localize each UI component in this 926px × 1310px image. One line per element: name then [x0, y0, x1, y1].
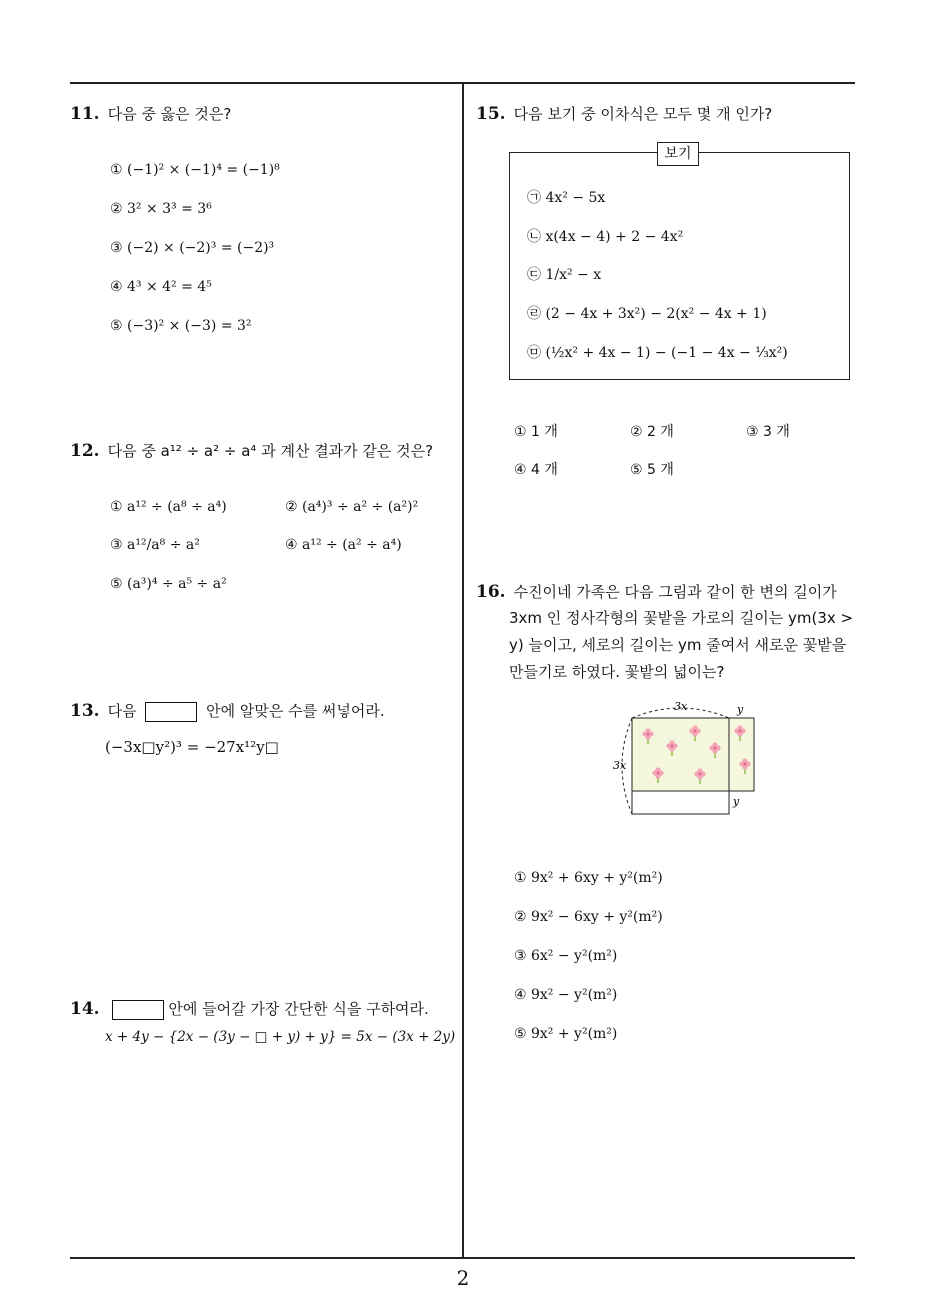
label-bottom-right: y	[733, 795, 740, 808]
q12-option-1[interactable]: ① a¹² ÷ (a⁸ ÷ a⁴)	[110, 499, 227, 515]
q14-equation: x + 4y − {2x − (3y − □ + y) + y} = 5x − (3x + 2y)	[105, 1029, 456, 1045]
question-line-4: 만들기로 하였다. 꽃밭의 넓이는?	[509, 663, 725, 681]
q15-option-1[interactable]: ① 1 개	[514, 424, 558, 440]
removed-strip	[632, 791, 729, 814]
column-divider	[462, 82, 464, 1258]
q16-option-4[interactable]: ④ 9x² − y²(m²)	[514, 987, 618, 1003]
question-number: 15.	[476, 104, 506, 124]
q16-option-5[interactable]: ⑤ 9x² + y²(m²)	[514, 1026, 618, 1042]
bogi-item-3: ㉢ 1/x² − x	[527, 267, 602, 283]
bottom-rule	[70, 1257, 855, 1259]
question-16	[476, 581, 861, 603]
q16-option-1[interactable]: ① 9x² + 6xy + y²(m²)	[514, 870, 663, 886]
question-13	[70, 700, 385, 722]
question-14	[70, 998, 429, 1020]
q12-option-4[interactable]: ④ a¹² ÷ (a² ÷ a⁴)	[285, 537, 402, 553]
q16-option-3[interactable]: ③ 6x² − y²(m²)	[514, 948, 618, 964]
bogi-item-4: ㉣ (2 − 4x + 3x²) − 2(x² − 4x + 1)	[527, 306, 767, 322]
question-number: 16.	[476, 582, 506, 602]
q12-option-2[interactable]: ② (a⁴)³ ÷ a² ÷ (a²)²	[285, 499, 419, 515]
question-line-3: y) 늘이고, 세로의 길이는 ym 줄여서 새로운 꽃밭을	[509, 636, 847, 654]
q16-option-2[interactable]: ② 9x² − 6xy + y²(m²)	[514, 909, 663, 925]
question-15	[476, 103, 772, 125]
q11-option-2[interactable]: ② 3² × 3³ = 3⁶	[110, 201, 212, 217]
q11-option-1[interactable]: ① (−1)² × (−1)⁴ = (−1)⁸	[110, 162, 280, 178]
q15-option-4[interactable]: ④ 4 개	[514, 462, 558, 478]
label-top: 3x	[674, 700, 688, 713]
q15-option-2[interactable]: ② 2 개	[630, 424, 674, 440]
question-11	[70, 103, 231, 125]
question-number: 11.	[70, 104, 100, 124]
equation-left: (−3x□y²)³	[105, 738, 182, 756]
q12-option-5[interactable]: ⑤ (a³)⁴ ÷ a⁵ ÷ a²	[110, 576, 227, 592]
question-text: 다음 중 옳은 것은?	[107, 105, 232, 123]
label-left: 3x	[613, 759, 627, 772]
q13-equation	[105, 738, 279, 756]
garden-figure	[600, 698, 770, 823]
equation-right: = −27x¹²y□	[186, 738, 279, 756]
q11-option-4[interactable]: ④ 4³ × 4² = 4⁵	[110, 279, 212, 295]
answer-box[interactable]	[145, 702, 197, 722]
label-top-right: y	[737, 703, 744, 716]
question-line-1: 수진이네 가족은 다음 그림과 같이 한 변의 길이가	[513, 583, 837, 601]
question-line-2: 3xm 인 정사각형의 꽃밭을 가로의 길이는 ym(3x >	[509, 609, 854, 627]
question-number: 14.	[70, 999, 100, 1019]
bogi-item-2: ㉡ x(4x − 4) + 2 − 4x²	[527, 229, 684, 245]
question-text-after: 안에 알맞은 수를 써넣어라.	[206, 702, 385, 720]
answer-box[interactable]	[112, 1000, 164, 1020]
question-text: 다음 중 a¹² ÷ a² ÷ a⁴ 과 계산 결과가 같은 것은?	[107, 442, 434, 460]
question-text: 다음 보기 중 이차식은 모두 몇 개 인가?	[513, 105, 773, 123]
question-text-before: 다음	[107, 702, 137, 720]
page-number: 2	[456, 1266, 470, 1290]
bogi-item-5: ㉤ (½x² + 4x − 1) − (−1 − 4x − ⅓x²)	[527, 345, 788, 361]
q12-option-3[interactable]: ③ a¹²/a⁸ ÷ a²	[110, 537, 200, 553]
question-number: 12.	[70, 441, 100, 461]
q15-option-3[interactable]: ③ 3 개	[746, 424, 790, 440]
q11-option-5[interactable]: ⑤ (−3)² × (−3) = 3²	[110, 318, 252, 334]
question-12	[70, 440, 433, 462]
question-number: 13.	[70, 701, 100, 721]
bogi-item-1: ㉠ 4x² − 5x	[527, 190, 606, 206]
q11-option-3[interactable]: ③ (−2) × (−2)³ = (−2)³	[110, 240, 275, 256]
q15-option-5[interactable]: ⑤ 5 개	[630, 462, 674, 478]
question-text: 안에 들어갈 가장 간단한 식을 구하여라.	[168, 1000, 429, 1018]
bogi-title: 보기	[657, 142, 699, 166]
